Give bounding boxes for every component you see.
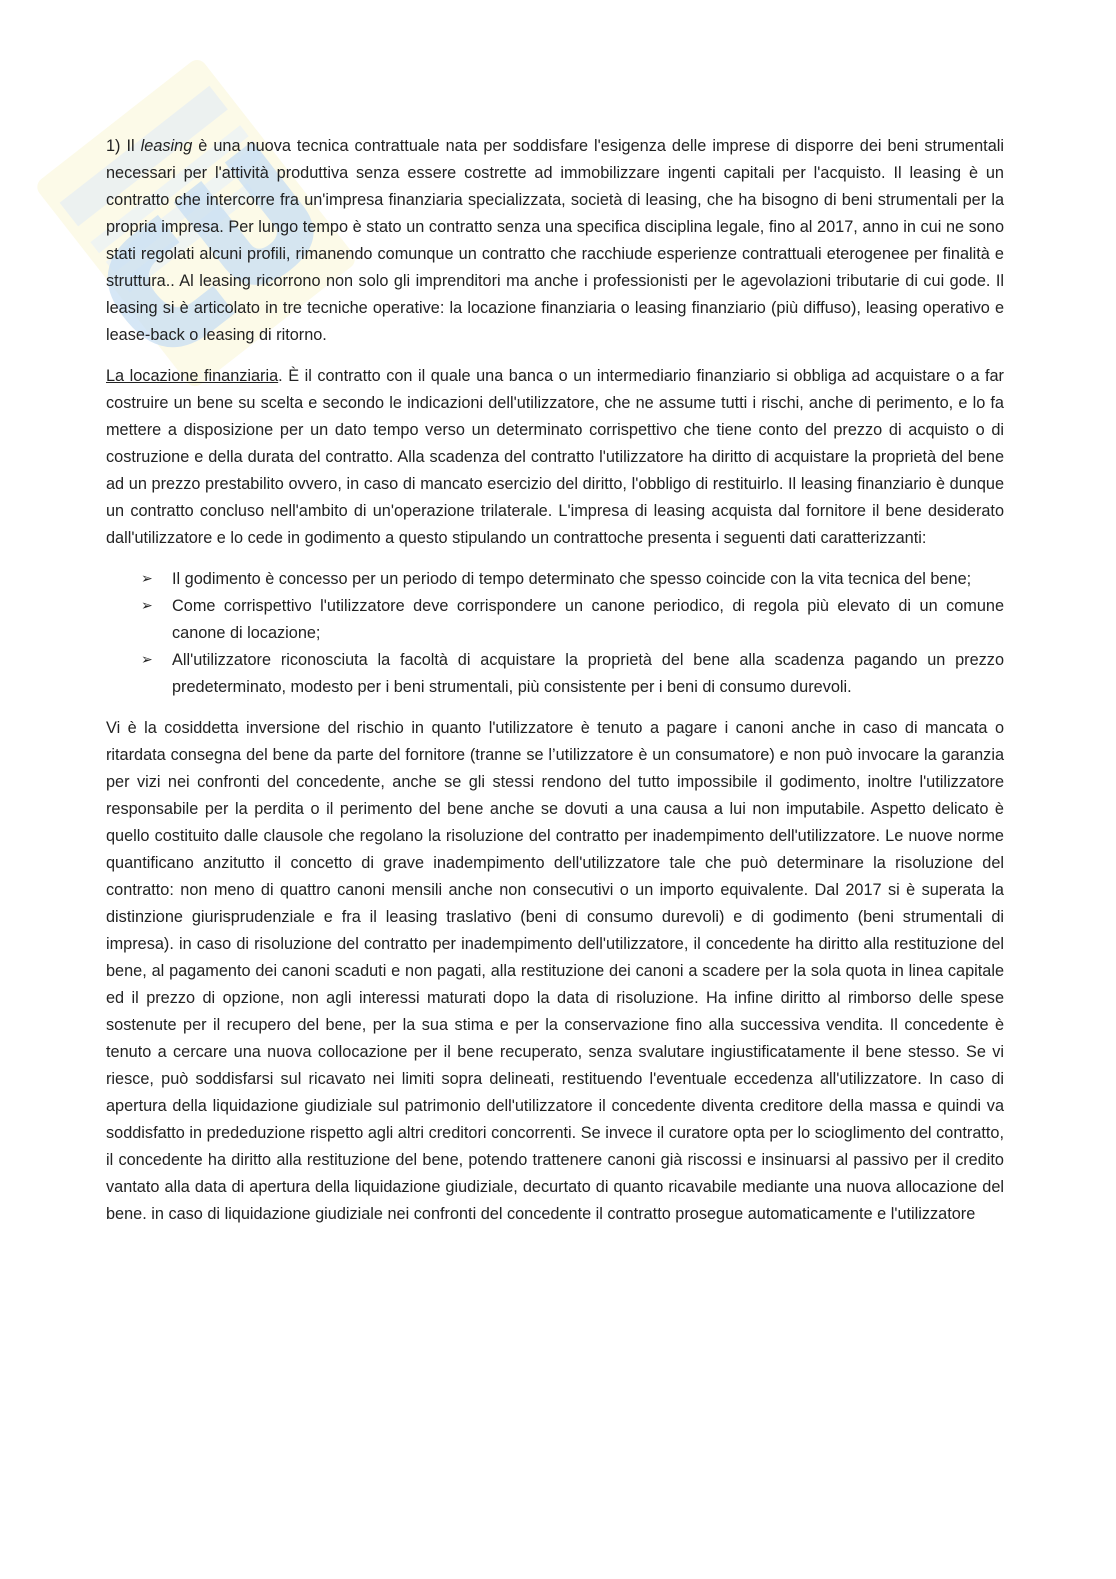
list-item-text: All'utilizzatore riconosciuta la facoltà di acquistare la proprietà del bene alla scadenza pagando un prezzo predeterminato, modesto per i beni strumentali, più consistente per i beni di consumo durevoli.	[172, 651, 1004, 696]
list-item-text: Il godimento è concesso per un periodo di tempo determinato che spesso coincide con la vita tecnica del bene;	[172, 570, 972, 588]
list-item	[106, 593, 1004, 647]
list-item	[106, 647, 1004, 701]
leasing-term: leasing	[140, 137, 193, 155]
characteristics-list	[106, 566, 1004, 701]
paragraph-intro	[106, 133, 1004, 349]
paragraph-locazione-text: . È il contratto con il quale una banca o un intermediario finanziario si obbliga ad acquistare o a far costruire un bene su scelta e secondo le indicazioni dell'utilizzatore, che ne assume tutti i rischi, anche di perimento, e lo fa mettere a disposizione per un dato tempo verso un determinato corrispettivo che tiene conto del prezzo di acquisto o di costruzione e della durata del contratto. Alla scadenza del contratto l'utilizzatore ha diritto di acquistare la proprietà del bene ad un prezzo prestabilito ovvero, in caso di mancato esercizio del diritto, l'obbligo di restituirlo. Il leasing finanziario è dunque un contratto concluso nell'ambito di un'operazione trilaterale. L'impresa di leasing acquista dal fornitore il bene desiderato dall'utilizzatore e lo cede in godimento a questo stipulando un contrattoche presenta i seguenti dati caratterizzanti:	[106, 367, 1004, 547]
arrow-bullet-icon: ➢	[141, 652, 153, 668]
paragraph-intro-text: è una nuova tecnica contrattuale nata per soddisfare l'esigenza delle imprese di disporre dei beni strumentali necessari per l'attività produttiva senza essere costrette ad immobilizzare ingenti capitali per l'acquisto. Il leasing è un contratto che intercorre fra un'impresa finanziaria specializzata, società di leasing, che ha bisogno di beni strumentali per la propria impresa. Per lungo tempo è stato un contratto senza una specifica disciplina legale, fino al 2017, anno in cui ne sono stati regolati alcuni profili, rimanendo comunque un contratto che racchiude esperienze contrattuali eterogenee per finalità e struttura.. Al leasing ricorrono non solo gli imprenditori ma anche i professionisti per le agevolazioni tributarie di cui gode. Il leasing si è articolato in tre tecniche operative: la locazione finanziaria o leasing finanziario (più diffuso), leasing operativo e lease-back o leasing di ritorno.	[106, 137, 1004, 344]
arrow-bullet-icon: ➢	[141, 571, 153, 587]
paragraph-intro-prefix: 1) Il	[106, 137, 141, 155]
list-item	[106, 566, 1004, 593]
section-heading-locazione: La locazione finanziaria	[106, 367, 279, 385]
paragraph-risk-inversion: Vi è la cosiddetta inversione del rischio in quanto l'utilizzatore è tenuto a pagare i canoni anche in caso di mancata o ritardata consegna del bene da parte del fornitore (tranne se l’utilizzatore è un consumatore) e non può invocare la garanzia per vizi nei confronti del concedente, anche se gli stessi rendono del tutto impossibile il godimento, inoltre l'utilizzatore responsabile per la perdita o il perimento del bene anche se dovuti a una causa a lui non imputabile. Aspetto delicato è quello costituito dalle clausole che regolano la risoluzione del contratto per inadempimento dell'utilizzatore. Le nuove norme quantificano anzitutto il concetto di grave inadempimento dell'utilizzatore tale che può determinare la risoluzione del contratto: non meno di quattro canoni mensili anche non consecutivi o un importo equivalente. Dal 2017 si è superata la distinzione giurisprudenziale e fra il leasing traslativo (beni di consumo durevoli) e di godimento (beni strumentali di impresa). in caso di risoluzione del contratto per inadempimento dell'utilizzatore, il concedente ha diritto alla restituzione del bene, al pagamento dei canoni scaduti e non pagati, alla restituzione dei canoni a scadere per la sola quota in linea capitale ed il prezzo di opzione, non agli interessi maturati dopo la data di risoluzione. Ha infine diritto al rimborso delle spese sostenute per il recupero del bene, per la sua stima e per la conservazione fino alla successiva vendita. Il concedente è tenuto a cercare una nuova collocazione per il bene recuperato, senza svalutare ingiustificatamente il bene stesso. Se vi riesce, può soddisfarsi sul ricavato nei limiti sopra delineati, restituendo l'eventuale eccedenza all'utilizzatore. In caso di apertura della liquidazione giudiziale sul patrimonio dell'utilizzatore il concedente diventa creditore della massa e quindi va soddisfatto in prededuzione rispetto agli altri creditori concorrenti. Se invece il curatore opta per lo scioglimento del contratto, il concedente ha diritto alla restituzione del bene, potendo trattenere canoni già riscossi e insinuarsi al passivo per il credito vantato alla data di apertura della liquidazione giudiziale, decurtato di quanto ricavabile mediante una nuova allocazione del bene. in caso di liquidazione giudiziale nei confronti del concedente il contratto prosegue automaticamente e l'utilizzatore	[106, 719, 1004, 1223]
list-item-text: Come corrispettivo l'utilizzatore deve corrispondere un canone periodico, di regola più elevato di un comune canone di locazione;	[172, 597, 1004, 642]
paragraph-locazione	[106, 363, 1004, 552]
arrow-bullet-icon: ➢	[141, 598, 153, 614]
document-body	[106, 133, 1004, 1242]
